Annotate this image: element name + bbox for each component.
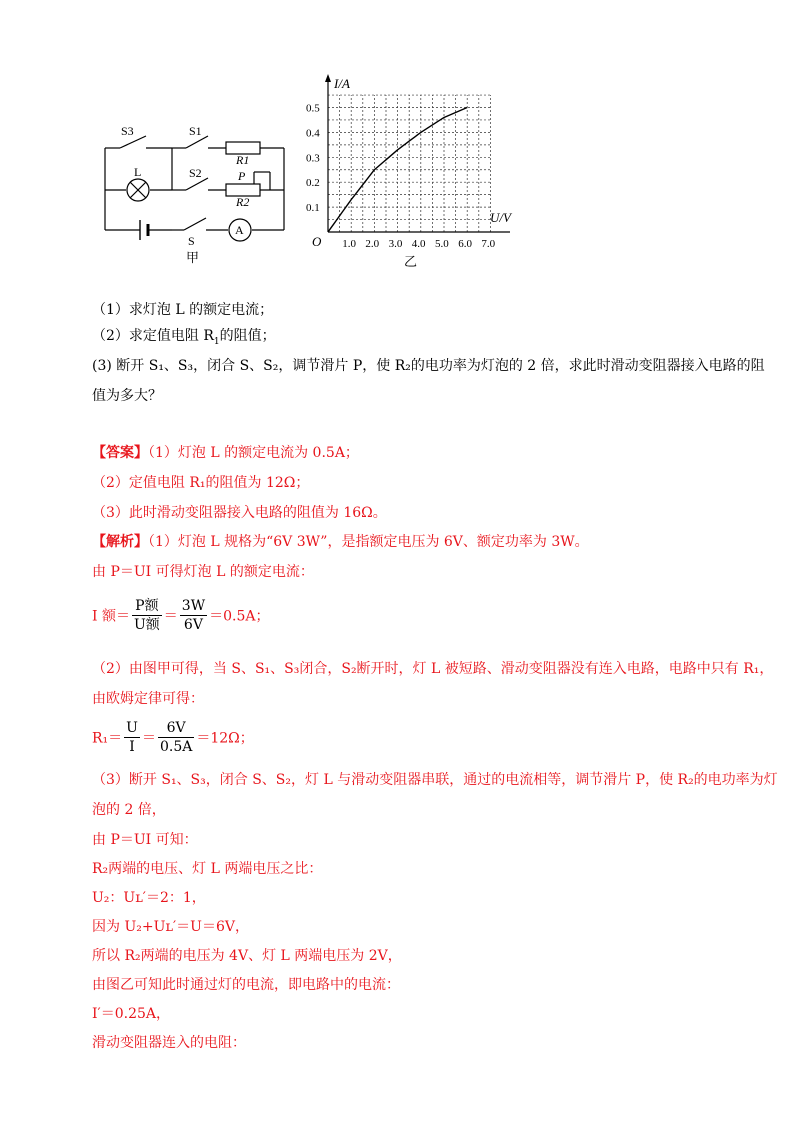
analysis-l9: U₂：Uʟ′＝2：1，	[92, 890, 206, 906]
label-L: L	[134, 165, 142, 179]
analysis-l1: （1）灯泡 L 规格为“6V 3W”，是指额定电压为 6V、额定功率为 3W。	[148, 534, 589, 550]
x-tick-label: 2.0	[365, 238, 380, 250]
eq1-num2: 3W	[181, 598, 206, 614]
label-A: A	[235, 223, 244, 237]
eq1-lhs: I 额＝	[92, 608, 130, 625]
figure-jia-label: 甲	[186, 250, 200, 265]
label-S3: S3	[121, 124, 134, 138]
eq1-frac-1	[132, 597, 162, 634]
graph-grid	[328, 95, 490, 232]
analysis-l3: （2）由图甲可得，当 S、S₁、S₃闭合，S₂断开时，灯 L 被短路、滑动变阻器没有连入电路，电路中只有 R₁，	[92, 661, 774, 677]
question-1: （1）求灯泡 L 的额定电流；	[92, 302, 274, 318]
analysis-l4: 由欧姆定律可得：	[92, 691, 204, 707]
label-R1: R1	[236, 153, 250, 167]
analysis-l5: （3）断开 S₁、S₃，闭合 S、S₂，灯 L 与滑动变阻器串联，通过的电流相等，调节滑片 P，使 R₂的电功率为灯	[92, 772, 778, 788]
eq2-rhs: ＝12Ω；	[196, 730, 254, 747]
y-tick-label: 0.5	[306, 102, 320, 115]
analysis-l11: 所以 R₂两端的电压为 4V、灯 L 两端电压为 2V，	[92, 948, 402, 964]
analysis-l14: 滑动变阻器连入的电阻：	[92, 1035, 246, 1051]
iu-graph	[306, 74, 513, 269]
y-tick-label: 0.4	[306, 127, 320, 140]
analysis-l7: 由 P＝UI 可知：	[92, 832, 198, 848]
x-tick-label: 3.0	[388, 238, 403, 250]
label-S2: S2	[189, 166, 202, 180]
label-R2: R2	[236, 195, 250, 209]
analysis-l2: 由 P＝UI 可得灯泡 L 的额定电流：	[92, 564, 314, 580]
eq2-den2: 0.5A	[159, 739, 193, 755]
y-tick-label: 0.1	[306, 202, 320, 215]
analysis-l12: 由图乙可知此时通过灯的电流，即电路中的电流：	[92, 977, 400, 993]
eq2-num1: U	[126, 720, 138, 736]
figures	[0, 0, 800, 280]
circuit-diagram	[105, 136, 284, 241]
x-tick-label: 1.0	[342, 238, 356, 250]
label-S1: S1	[189, 124, 202, 138]
eq1-den2: 6V	[183, 617, 203, 633]
analysis-tag: 【解析】	[92, 534, 148, 550]
eq1-rhs: ＝0.5A；	[209, 608, 270, 625]
answer-1: （1）灯泡 L 的额定电流为 0.5A；	[148, 445, 359, 461]
analysis-line-1	[92, 532, 589, 552]
eq1-eq: ＝	[163, 608, 178, 625]
y-tick-label: 0.3	[306, 152, 320, 165]
question-3-line2: 值为多大？	[92, 388, 162, 404]
question-2	[92, 326, 276, 352]
x-tick-label: 6.0	[458, 238, 472, 250]
answer-line-1	[92, 443, 359, 463]
analysis-l13: I′＝0.25A，	[92, 1006, 170, 1022]
y-axis-label: I/A	[334, 76, 350, 91]
eq1-den1: U额	[133, 617, 160, 633]
answer-tag: 【答案】	[92, 445, 148, 461]
y-tick-label: 0.2	[306, 177, 320, 190]
x-tick-label: 7.0	[481, 238, 496, 250]
x-tick-label: 5.0	[435, 238, 449, 250]
equation-1	[92, 597, 269, 634]
eq1-frac-2	[180, 597, 207, 634]
analysis-l8: R₂两端的电压、灯 L 两端电压之比：	[92, 861, 323, 877]
answer-2: （2）定值电阻 R₁的阻值为 12Ω；	[92, 475, 310, 491]
y-axis-arrow	[325, 74, 331, 82]
question-2-sub: 1	[213, 336, 220, 347]
eq1-num1: P额	[132, 597, 162, 616]
question-3-line1: (3) 断开 S₁、S₃，闭合 S、S₂，调节滑片 P，使 R₂的电功率为灯泡的 2 倍，求此时滑动变阻器接入电路的阻	[92, 358, 765, 374]
label-P: P	[238, 169, 246, 183]
answer-3: （3）此时滑动变阻器接入电路的阻值为 16Ω。	[92, 505, 387, 521]
eq2-frac-1	[124, 719, 140, 756]
label-S: S	[188, 234, 195, 248]
x-tick-label: 4.0	[411, 238, 426, 250]
eq2-frac-2	[158, 719, 194, 756]
eq2-lhs: R₁＝	[92, 730, 123, 747]
x-axis-label: U/V	[490, 210, 511, 225]
eq2-num2: 6V	[158, 719, 194, 738]
equation-2	[92, 719, 254, 756]
analysis-l6: 泡的 2 倍，	[92, 802, 166, 818]
origin-label: O	[312, 234, 322, 249]
eq2-den1: I	[129, 739, 135, 755]
question-2-pre: （2）求定值电阻 R	[92, 328, 214, 344]
figure-yi-label: 乙	[404, 254, 418, 269]
question-2-post: 的阻值；	[219, 328, 276, 344]
eq2-eq: ＝	[141, 730, 156, 747]
analysis-l10: 因为 U₂+Uʟ′＝U＝6V，	[92, 919, 249, 935]
